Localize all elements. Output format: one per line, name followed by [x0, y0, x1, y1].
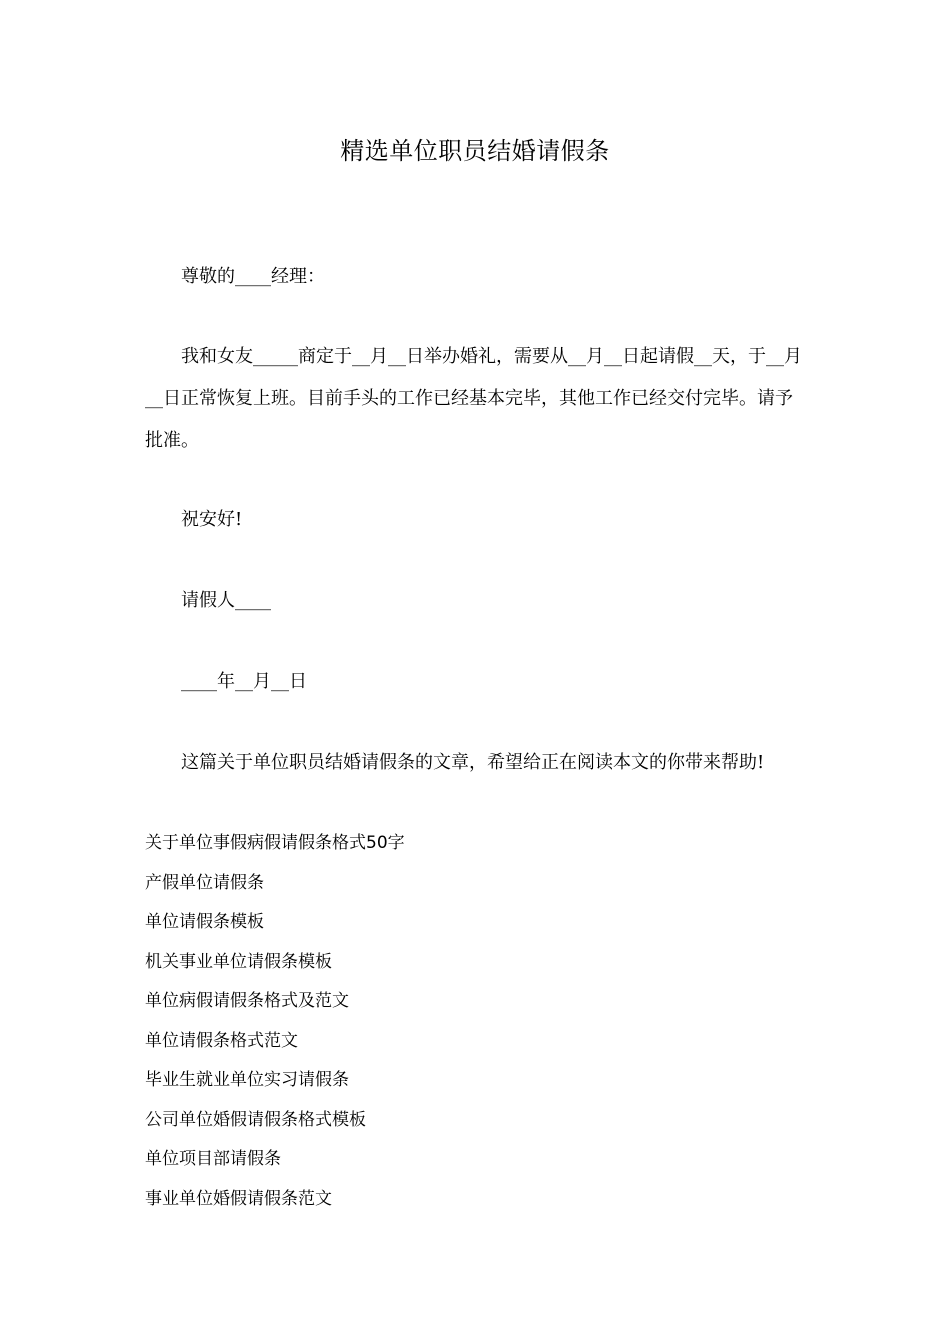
- related-link[interactable]: 毕业生就业单位实习请假条: [145, 1070, 349, 1090]
- related-link[interactable]: 公司单位婚假请假条格式模板: [145, 1109, 366, 1130]
- salutation: 尊敬的____经理：: [181, 266, 325, 287]
- related-link[interactable]: 机关事业单位请假条模板: [145, 951, 332, 972]
- related-link[interactable]: 关于单位事假病假请假条格式50字: [145, 833, 405, 853]
- document-title: 精选单位职员结婚请假条: [340, 137, 610, 165]
- closing-greeting: 祝安好!: [181, 509, 243, 530]
- date-line: ____年__月__日: [181, 671, 307, 692]
- footer-note: 这篇关于单位职员结婚请假条的文章，希望给正在阅读本文的你带来帮助!: [181, 752, 765, 773]
- related-link[interactable]: 单位请假条模板: [145, 912, 264, 932]
- related-link[interactable]: 产假单位请假条: [145, 872, 264, 893]
- related-link[interactable]: 单位项目部请假条: [145, 1149, 281, 1169]
- related-link[interactable]: 单位病假请假条格式及范文: [145, 991, 349, 1011]
- signature-line: 请假人____: [181, 590, 271, 611]
- letter-body: 我和女友_____商定于__月__日举办婚礼，需要从__月__日起请假__天，于__月__日正常恢复上班。目前手头的工作已经基本完毕，其他工作已经交付完毕。请予批准。: [145, 346, 802, 451]
- related-link[interactable]: 单位请假条格式范文: [145, 1030, 298, 1051]
- related-link[interactable]: 事业单位婚假请假条范文: [145, 1188, 332, 1209]
- related-links-list: [145, 824, 810, 1219]
